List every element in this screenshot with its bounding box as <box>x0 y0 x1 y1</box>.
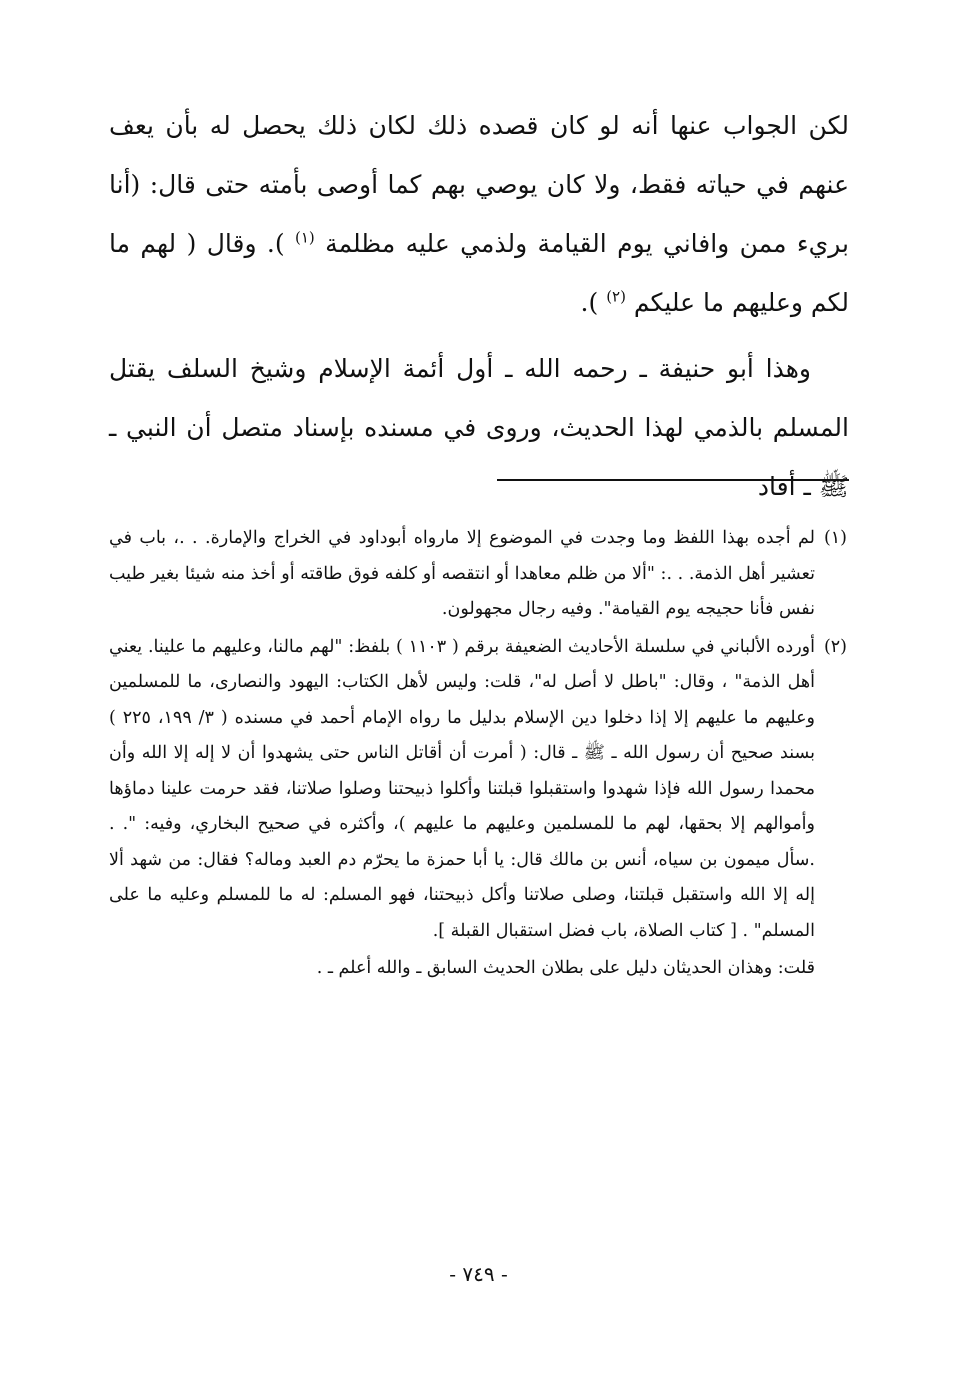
footnote-text: لم أجده بهذا اللفظ وما وجدت في الموضوع إلا مارواه أبوداود في الخراج والإمارة. . .، باب في تعشير أهل الذمة. . .: "ألا من ظلم معاهدا أو انتقصه أو كلفه فوق طاقته أو أخذ منه شيئا بغير طيب نفس فأنا حجيجه يوم القيامة". وفيه رجال مجهولون. <box>109 528 815 619</box>
footnote-number: (١) <box>823 528 847 548</box>
footnote-2 <box>109 630 847 950</box>
footnote-separator <box>497 479 849 481</box>
paragraph-1-text-b: ). وقال ( لهم ما لكم وعليهم ما عليكم <box>109 229 849 317</box>
main-text <box>109 96 849 516</box>
footnote-1 <box>109 521 847 628</box>
paragraph-1-text-c: ). <box>580 288 599 317</box>
paragraph-2: وهذا أبو حنيفة ـ رحمه الله ـ أول أئمة الإسلام وشيخ السلف يقتل المسلم بالذمي لهذا الحديث، وروى في مسنده بإسناد متصل أن النبي ـ ﷺ ـ أقاد <box>109 354 850 501</box>
footnote-ref-1: (١) <box>295 228 315 247</box>
footnote-ref-2: (٢) <box>606 287 626 306</box>
footnote-number: (٢) <box>823 636 847 657</box>
paragraph-1-text-a: لكن الجواب عنها أنه لو كان قصده ذلك لكان ذلك يحصل له بأن يعف عنهم في حياته فقط، ولا كان يوصي بهم كما أوصى بأمته حتى قال: (أنا بريء ممن وافاني يوم القيامة ولذمي عليه مظلمة <box>109 111 849 258</box>
footnote-text: أورده الألباني في سلسلة الأحاديث الضعيفة برقم ( ١١٠٣ ) بلفظ: "لهم مالنا، وعليهم ما علينا. يعني أهل الذمة" ، وقال: "باطل لا أصل له"، قلت: وليس لأهل الكتاب: اليهود والنصارى، ما للمسلمين وعليهم ما عليهم إلا إذا دخلوا دين الإسلام بدليل ما رواه الإمام أحمد في مسنده ( ٣/ ١٩٩، ٢٢٥ ) بسند صحيح أن رسول الله ـ ﷺ ـ قال: ( أمرت أن أقاتل الناس حتى يشهدوا أن لا إله إلا الله وأن محمدا رسول الله فإذا شهدوا واستقبلوا قبلتنا وأكلوا ذبيحتنا وصلوا صلاتنا، فقد حرمت علينا دماؤها وأموالهم إلا بحقها، لهم ما للمسلمين وعليهم ما عليهم )، وأكثره في صحيح البخاري، وفيه: ". . .سأل ميمون بن سياه، أنس بن مالك قال: يا أبا حمزة ما يحرّم دم العبد وماله؟ فقال: من شهد ألا إله إلا الله واستقبل قبلتنا، وصلى صلاتنا وأكل ذبيحتنا، فهو المسلم: له ما للمسلم وعليه ما على المسلم" . [ كتاب الصلاة، باب فضل استقبال القبلة ]. <box>109 636 815 941</box>
paragraph-1 <box>109 96 849 332</box>
page-number: - ٧٤٩ - <box>449 1262 508 1286</box>
closing-remark: قلت: وهذان الحديثان دليل على بطلان الحديث السابق ـ والله أعلم ـ . <box>316 958 815 978</box>
footnotes <box>109 521 847 987</box>
